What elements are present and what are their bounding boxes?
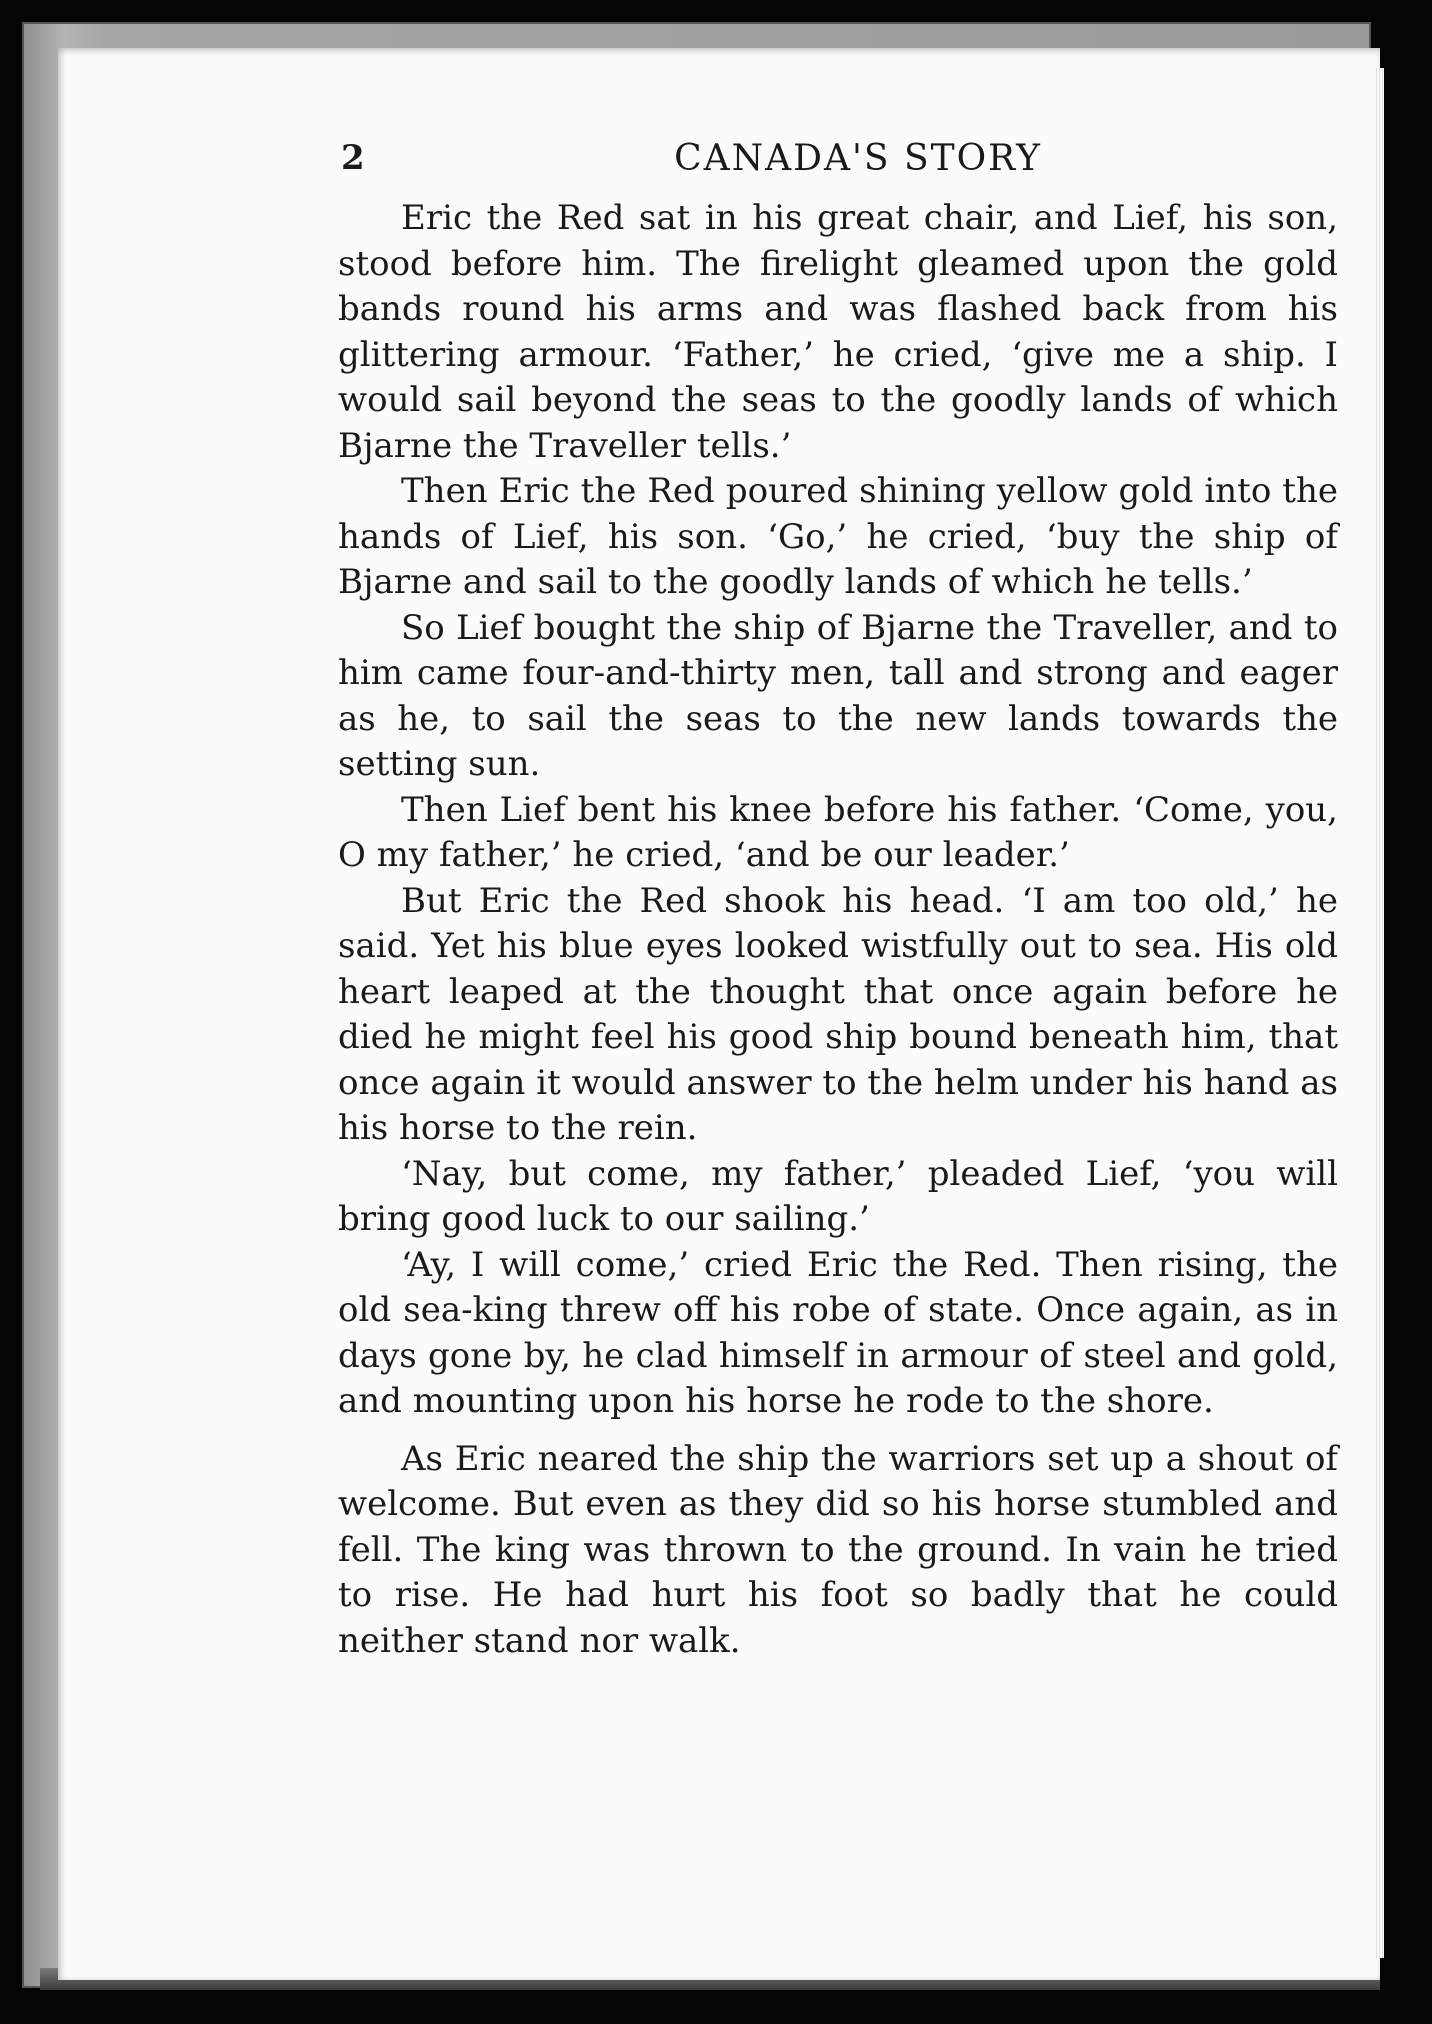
paragraph-5: But Eric the Red shook his head. ‘I am too old,’ he said. Yet his blue eyes looked wistfully out to sea. His old heart leaped at the thought that once again before he died he might feel his good ship bound beneath him, that once again it would answer to the helm under his hand as his horse to the rein. (338, 880, 1338, 1148)
paragraph-1: Eric the Red sat in his great chair, and Lief, his son, stood before him. The firelight gleamed upon the gold bands round his arms and was flashed back from his glittering armour. ‘Father,’ he cried, ‘give me a ship. I would sail beyond the seas to the goodly lands of which Bjarne the Traveller tells.’ (338, 198, 1338, 466)
page-number: 2 (341, 138, 365, 178)
paragraph-6: ‘Nay, but come, my father,’ pleaded Lief, ‘you will bring good luck to our sailing.’ (338, 1153, 1338, 1239)
paragraph-2: Then Eric the Red poured shining yellow gold into the hands of Lief, his son. ‘Go,’ he cried, ‘buy the ship of Bjarne and sail to the goodly lands of which he tells.’ (338, 471, 1338, 602)
paragraph-4: Then Lief bent his knee before his father. ‘Come, you, O my father,’ he cried, ‘and be our leader.’ (338, 789, 1338, 875)
page-edge-leaves (1376, 68, 1384, 1958)
paragraph-7: ‘Ay, I will come,’ cried Eric the Red. Then rising, the old sea-king threw off his robe of state. Once again, as in days gone by, he clad himself in armour of steel and gold, and mounting upon his horse he rode to the shore. (338, 1244, 1338, 1421)
paragraph-3: So Lief bought the ship of Bjarne the Traveller, and to him came four-and-thirty men, tall and strong and eager as he, to sail the seas to the new lands towards the setting sun. (338, 607, 1338, 784)
running-head: CANADA'S STORY (674, 138, 1042, 179)
page-text-block (338, 138, 1338, 1664)
page-header (338, 138, 1338, 196)
paragraph-8: As Eric neared the ship the warriors set up a shout of welcome. But even as they did so his horse stumbled and fell. The king was thrown to the ground. In vain he tried to rise. He had hurt his foot so badly that he could neither stand nor walk. (338, 1438, 1338, 1661)
